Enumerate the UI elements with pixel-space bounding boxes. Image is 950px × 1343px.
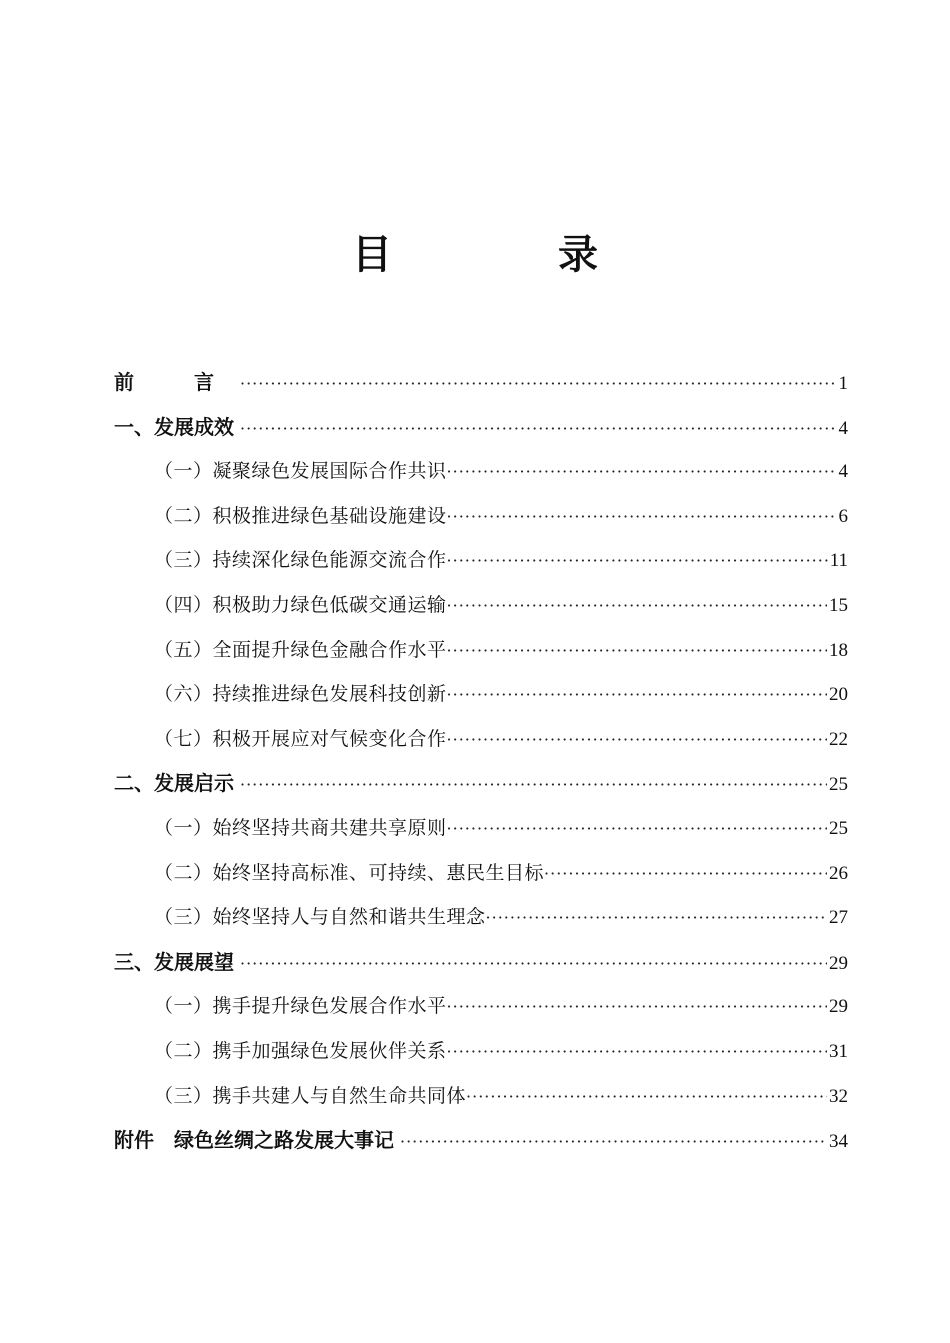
toc-entry-page: 1: [838, 373, 848, 394]
toc-entry-subsection[interactable]: [114, 449, 848, 494]
toc-entry-label: （五）全面提升绿色金融合作水平: [154, 638, 447, 661]
toc-entry-label: （一）凝聚绿色发展国际合作共识: [154, 460, 447, 483]
toc-entry-page: 31: [829, 1040, 848, 1062]
toc-entry-section-3[interactable]: [114, 940, 848, 985]
toc-entry-label: （三）携手共建人与自然生命共同体: [154, 1084, 467, 1107]
toc-entry-page: 4: [838, 461, 848, 483]
toc-entry-label: 三、发展展望: [114, 949, 234, 974]
dot-leader: [466, 1075, 827, 1120]
toc-entry-subsection[interactable]: [114, 672, 848, 717]
toc-entry-preface[interactable]: [114, 360, 848, 405]
toc-entry-page: 25: [829, 774, 848, 796]
toc-entry-subsection[interactable]: [114, 628, 848, 673]
toc-entry-page: 27: [829, 907, 848, 929]
toc-entry-page: 26: [829, 862, 848, 884]
toc-entry-label: 前 言: [114, 370, 234, 394]
toc-entry-label: （二）积极推进绿色基础设施建设: [154, 504, 447, 527]
toc-entry-label: （二）携手加强绿色发展伙伴关系: [154, 1039, 447, 1062]
toc-entry-label: （三）始终坚持人与自然和谐共生理念: [154, 906, 486, 929]
page-title: 目 录: [352, 230, 674, 278]
dot-leader: [240, 763, 827, 808]
toc-entry-label: （一）始终坚持共商共建共享原则: [154, 816, 447, 839]
toc-entry-label: （七）积极开展应对气候变化合作: [154, 727, 447, 750]
dot-leader: [447, 718, 827, 763]
dot-leader: [447, 1030, 827, 1075]
toc-entry-page: 25: [829, 817, 848, 839]
dot-leader: [447, 584, 827, 629]
toc-entry-page: 22: [829, 728, 848, 750]
toc-entry-section-1[interactable]: [114, 405, 848, 450]
dot-leader: [240, 407, 836, 452]
toc-entry-label: （二）始终坚持高标准、可持续、惠民生目标: [154, 861, 545, 884]
dot-leader: [447, 629, 827, 674]
dot-leader: [240, 942, 827, 987]
toc-entry-subsection[interactable]: [114, 1029, 848, 1074]
dot-leader: [544, 852, 827, 897]
toc-entry-page: 18: [829, 639, 848, 661]
toc-entry-page: 4: [838, 417, 848, 439]
toc-entry-subsection[interactable]: [114, 494, 848, 539]
dot-leader: [486, 896, 827, 941]
table-of-contents: [114, 360, 848, 1163]
dot-leader: [447, 495, 836, 540]
toc-entry-subsection[interactable]: [114, 538, 848, 583]
toc-entry-label: 一、发展成效: [114, 414, 234, 439]
toc-entry-label: （四）积极助力绿色低碳交通运输: [154, 593, 447, 616]
dot-leader: [447, 450, 836, 495]
dot-leader: [240, 362, 836, 407]
toc-entry-label: 二、发展启示: [114, 771, 234, 796]
toc-entry-subsection[interactable]: [114, 717, 848, 762]
toc-entry-page: 20: [829, 684, 848, 706]
toc-entry-subsection[interactable]: [114, 895, 848, 940]
toc-entry-subsection[interactable]: [114, 1074, 848, 1119]
dot-leader: [400, 1120, 827, 1165]
toc-entry-subsection[interactable]: [114, 583, 848, 628]
toc-entry-subsection[interactable]: [114, 806, 848, 851]
toc-entry-appendix[interactable]: [114, 1118, 848, 1163]
dot-leader: [447, 985, 827, 1030]
toc-entry-label: （三）持续深化绿色能源交流合作: [154, 549, 447, 572]
toc-entry-label: （六）持续推进绿色发展科技创新: [154, 683, 447, 706]
dot-leader: [447, 807, 827, 852]
toc-entry-subsection[interactable]: [114, 984, 848, 1029]
toc-entry-page: 15: [829, 594, 848, 616]
toc-entry-label: （一）携手提升绿色发展合作水平: [154, 995, 447, 1018]
toc-entry-subsection[interactable]: [114, 851, 848, 896]
toc-entry-page: 34: [829, 1131, 848, 1153]
toc-entry-page: 11: [829, 550, 848, 572]
toc-entry-page: 29: [829, 952, 848, 974]
toc-entry-section-2[interactable]: [114, 761, 848, 806]
toc-entry-page: 32: [829, 1085, 848, 1107]
toc-entry-page: 6: [838, 505, 848, 527]
toc-entry-label: 附件 绿色丝绸之路发展大事记: [114, 1128, 394, 1153]
toc-entry-page: 29: [829, 996, 848, 1018]
dot-leader: [447, 539, 828, 584]
dot-leader: [447, 673, 827, 718]
